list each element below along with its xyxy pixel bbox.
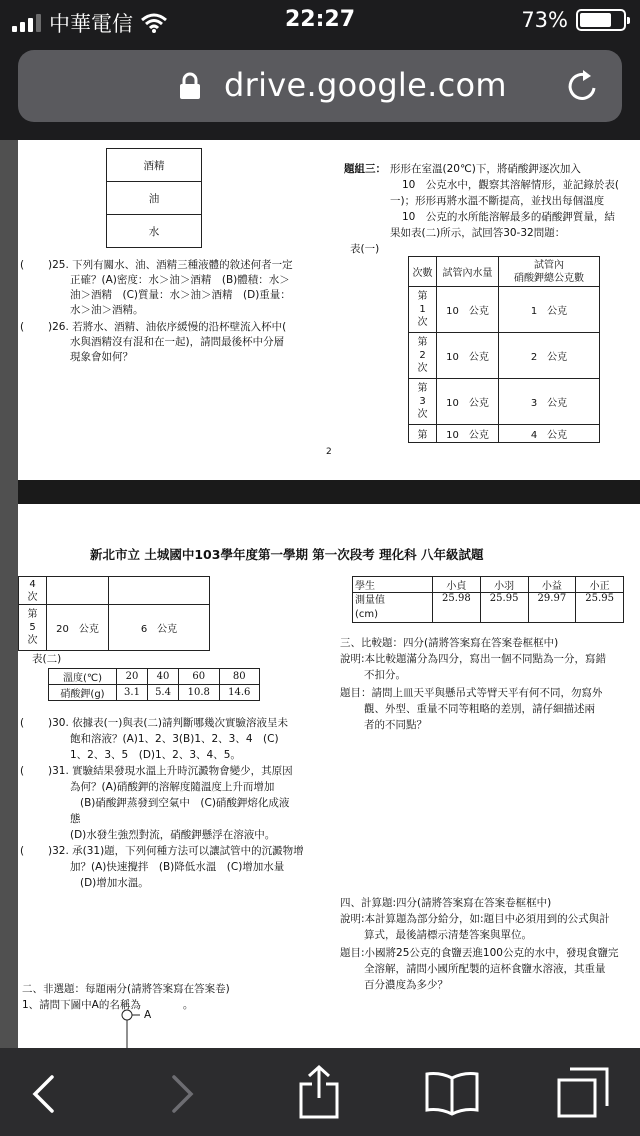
document-page-3: 新北市立 土城國中103學年度第一學期 第一次段考 理化科 八年級試題 4 次 第 5 次 20 公克 6 公克 表(二) 溫度(℃) 20 40 60 80 硝酸鉀(g) 3.1 5.4 10.8 14.6 學生 小貞 小羽 小益 小正 測量值 (cm) 25.98 25.95 29.97 25.95 ( )30. 依據表(一)與表(二)請判斷哪幾次實驗溶液呈未 飽和溶液？(A)1、2、3(B)1、2、3、4 (C) 1、2、3、5 (D)1、2、3、4、5。 ( )31. 實驗結果發現水溫上升時沉澱物會變少，其原因 為何？(A)硝酸鉀的溶解度隨溫度上升而增加 (B)硝酸鉀蒸發到空氣中 (C)硝酸鉀熔化成液 態 (D)水發生強烈對流，硝酸鉀懸浮在溶液中。 ( )32. 承(31)題，下列何種方法可以讓試管中的沉澱物增 加？(A)快速攪拌 (B)降低水溫 (C)增加水量 (D)增加水溫。 三、比較題：四分(請將答案寫在答案卷框框中) 說明:本比較題滿分為四分，寫出一個不同點為一分，寫錯 不扣分。 題目：請問上皿天平與懸吊式等臂天平有何不同，勿寫外 觀、外型、重量不同等粗略的差別，請仔細描述兩 者的不同點？ 四、計算題:四分(請將答案寫在答案卷框框中) 說明:本計算題為部分給分，如:題目中必須用到的公式與計 算式，最後請標示清楚答案與單位。 題目:小國將25公克的食鹽丟進100公克的水中，發現食鹽完 全溶解，請問小國所配製的這杯食鹽水溶液，其重量 百分濃度為多少？ 二、非選題：每題兩分(請將答案寫在答案卷) 1、請問下圖中A的名稱為 。 A (18, 504, 640, 1048)
browser-toolbar (0, 1048, 640, 1136)
lock-icon (178, 72, 202, 100)
reload-icon[interactable] (566, 68, 600, 104)
battery-info (521, 8, 626, 32)
beaker-layer: 油 (107, 181, 201, 214)
table-row: 第 10 公克 4 公克 (409, 425, 600, 443)
clock: 22:27 (284, 7, 356, 32)
battery-icon (576, 9, 626, 31)
beaker-diagram (106, 148, 202, 248)
browser-chrome (0, 40, 640, 140)
table-row: 溫度(℃) 20 40 60 80 (49, 669, 260, 685)
table-row: 4 次 (19, 577, 210, 605)
address-bar[interactable] (18, 50, 622, 122)
table-2 (48, 668, 260, 701)
document-page-2: 酒精 油 水 ( )25. 下列有關水、油、酒精三種液體的敘述何者一定 正確？(A)密度：水＞油＞酒精 (B)體積：水＞ 油＞酒精 (C)質量：水＞油＞酒精 (D)重量： 水＞油＞酒精。 ( )26. 若將水、酒精、油依序緩慢的沿杯壁流入杯中( 水與酒精沒有混和在一起)，請問最後杯中分層 現象會如何？ 題組三： 形形在室溫(20℃)下，將硝酸鉀逐次加入 10 公克水中，觀察其溶解情形，並記錄於表( 一)；形形再將水溫不斷提高，並找出每個溫度 10 公克的水所能溶解最多的硝酸鉀質量，結 果如表(二)所示，試回答30-32問題： 表(一) 次數 試管內水量 試管內 硝酸鉀總公克數 第 1 次 10 公克 1 公克 第 2 次 10 公克 2 公克 第 3 次 10 公克 3 公克 第 10 公克 4 公克 2 (18, 140, 640, 480)
table-1-continued (18, 576, 210, 651)
url-text[interactable]: drive.google.com (224, 66, 507, 104)
exam-title: 新北市立 土城國中103學年度第一學期 第一次段考 理化科 八年級試題 (90, 547, 484, 562)
share-icon[interactable] (298, 1064, 340, 1120)
table-row: 第 5 次 20 公克 6 公克 (19, 605, 210, 651)
table-1: 次數 試管內水量 試管內 硝酸鉀總公克數 第 1 次 10 公克 1 公克 第 2 次 10 公克 2 公克 第 3 次 10 公克 3 公克 第 10 公克 4 公克 (408, 256, 600, 443)
table-row: 硝酸鉀(g) 3.1 5.4 10.8 14.6 (49, 685, 260, 701)
diagram-label: A (144, 1009, 152, 1021)
battery-percent: 73% (521, 8, 568, 32)
forward-icon[interactable] (170, 1074, 196, 1114)
status-bar (0, 0, 640, 40)
table-row: 測量值 (cm) 25.98 25.95 29.97 25.95 (353, 593, 624, 623)
document-viewer[interactable] (0, 140, 640, 1048)
carrier-name: 中華電信 (49, 12, 133, 36)
table-row: 學生 小貞 小羽 小益 小正 (353, 577, 624, 593)
beaker-layer: 水 (107, 214, 201, 247)
beaker-layer: 酒精 (107, 148, 201, 181)
bookmarks-icon[interactable] (424, 1070, 480, 1116)
student-table (352, 576, 624, 623)
page-number: 2 (326, 447, 332, 457)
table-row: 第 2 次 10 公克 2 公克 (409, 333, 600, 379)
table-row: 第 3 次 10 公克 3 公克 (409, 379, 600, 425)
table-row: 第 1 次 10 公克 1 公克 (409, 287, 600, 333)
page-separator (18, 480, 640, 504)
back-icon[interactable] (30, 1074, 56, 1114)
tabs-icon[interactable] (556, 1066, 610, 1120)
